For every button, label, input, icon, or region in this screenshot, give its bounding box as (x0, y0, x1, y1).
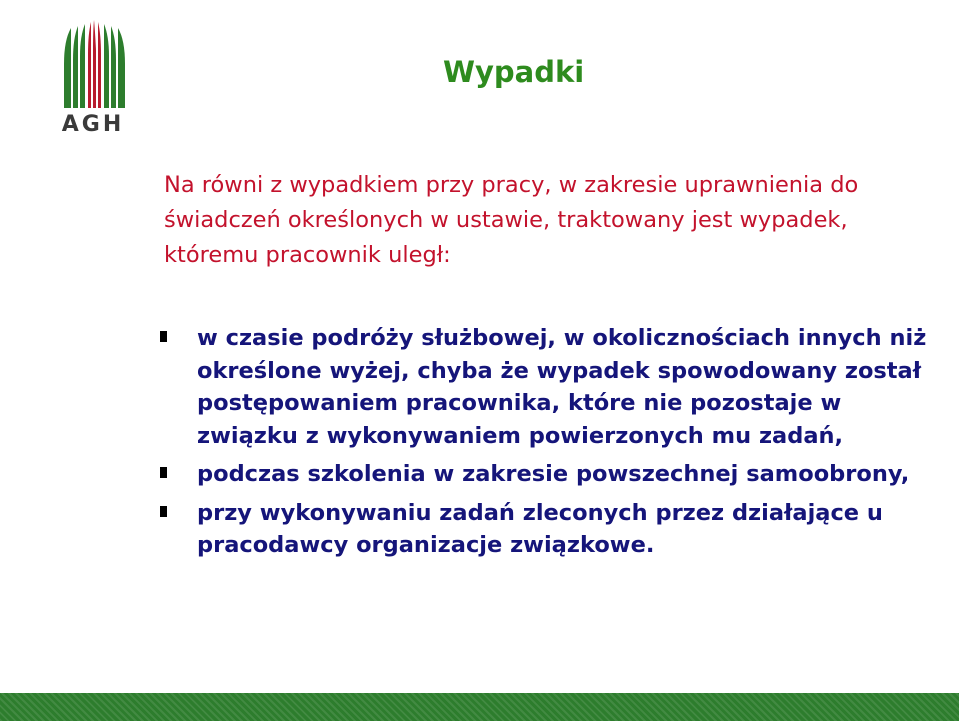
footer-bar (0, 693, 959, 721)
logo-text: AGH (61, 112, 125, 137)
agh-logo-icon (58, 20, 128, 112)
bullet-text: w czasie podróży służbowej, w okolicznościach innych niż określone wyżej, chyba że wypadek spowodowany został postępowaniem pracownika, które nie pozostaje w związku z wykonywaniem powierzonych mu zadań, (197, 325, 927, 449)
agh-logo (58, 20, 128, 140)
bullet-text: podczas szkolenia w zakresie powszechnej samoobrony, (197, 461, 910, 487)
square-bullet-icon (160, 467, 167, 478)
square-bullet-icon (160, 331, 167, 342)
bullet-text: przy wykonywaniu zadań zleconych przez działające u pracodawcy organizacje związkowe. (197, 499, 883, 558)
bullet-item (160, 497, 930, 562)
bullet-list (160, 322, 930, 568)
square-bullet-icon (160, 506, 167, 517)
intro-paragraph: Na równi z wypadkiem przy pracy, w zakresie uprawnienia do świadczeń określonych w ustawie, traktowany jest wypadek, któremu pracownik uległ: (164, 172, 859, 268)
bullet-item (160, 458, 930, 491)
slide-title: Wypadki (443, 55, 585, 89)
bullet-item (160, 322, 930, 452)
